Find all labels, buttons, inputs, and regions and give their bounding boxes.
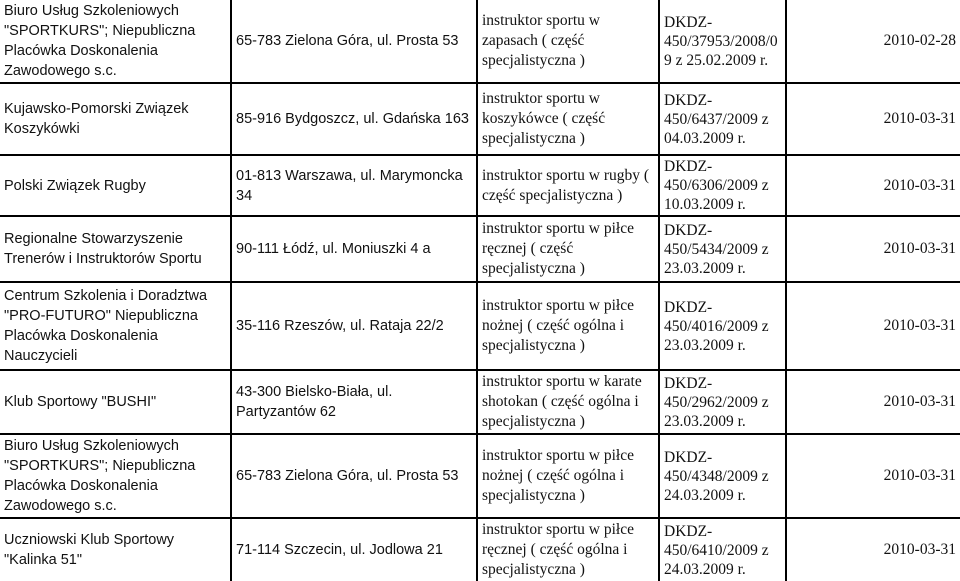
decision-cell: DKDZ- 450/6306/2009 z 10.03.2009 r. bbox=[659, 155, 786, 216]
table-row bbox=[0, 518, 960, 581]
decision-cell: DKDZ- 450/4016/2009 z 23.03.2009 r. bbox=[659, 282, 786, 370]
date-cell: 2010-03-31 bbox=[786, 216, 960, 282]
address-cell: 90-111 Łódź, ul. Moniuszki 4 a bbox=[231, 216, 477, 282]
course-cell: instruktor sportu w piłce nożnej ( część ogólna i specjalistyczna ) bbox=[477, 282, 659, 370]
address-cell: 65-783 Zielona Góra, ul. Prosta 53 bbox=[231, 0, 477, 83]
date-cell: 2010-03-31 bbox=[786, 83, 960, 155]
table-row bbox=[0, 155, 960, 216]
table-row bbox=[0, 0, 960, 83]
organization-cell: Centrum Szkolenia i Doradztwa "PRO-FUTURO" Niepubliczna Placówka Doskonalenia Nauczycieli bbox=[0, 282, 231, 370]
course-cell: instruktor sportu w piłce nożnej ( część ogólna i specjalistyczna ) bbox=[477, 434, 659, 518]
table-row bbox=[0, 216, 960, 282]
address-cell: 71-114 Szczecin, ul. Jodlowa 21 bbox=[231, 518, 477, 581]
address-cell: 85-916 Bydgoszcz, ul. Gdańska 163 bbox=[231, 83, 477, 155]
course-cell: instruktor sportu w rugby ( część specjalistyczna ) bbox=[477, 155, 659, 216]
date-cell: 2010-03-31 bbox=[786, 434, 960, 518]
course-cell: instruktor sportu w piłce ręcznej ( część specjalistyczna ) bbox=[477, 216, 659, 282]
organization-cell: Uczniowski Klub Sportowy "Kalinka 51" bbox=[0, 518, 231, 581]
address-cell: 01-813 Warszawa, ul. Marymoncka 34 bbox=[231, 155, 477, 216]
organization-cell: Klub Sportowy "BUSHI" bbox=[0, 370, 231, 434]
table-row bbox=[0, 370, 960, 434]
course-cell: instruktor sportu w piłce ręcznej ( część ogólna i specjalistyczna ) bbox=[477, 518, 659, 581]
date-cell: 2010-03-31 bbox=[786, 155, 960, 216]
table-row bbox=[0, 83, 960, 155]
decision-cell: DKDZ- 450/6437/2009 z 04.03.2009 r. bbox=[659, 83, 786, 155]
date-cell: 2010-03-31 bbox=[786, 518, 960, 581]
decision-cell: DKDZ- 450/2962/2009 z 23.03.2009 r. bbox=[659, 370, 786, 434]
date-cell: 2010-02-28 bbox=[786, 0, 960, 83]
date-cell: 2010-03-31 bbox=[786, 370, 960, 434]
course-cell: instruktor sportu w karate shotokan ( część ogólna i specjalistyczna ) bbox=[477, 370, 659, 434]
table-row bbox=[0, 434, 960, 518]
organization-cell: Regionalne Stowarzyszenie Trenerów i Instruktorów Sportu bbox=[0, 216, 231, 282]
course-cell: instruktor sportu w zapasach ( część specjalistyczna ) bbox=[477, 0, 659, 83]
address-cell: 43-300 Bielsko-Biała, ul. Partyzantów 62 bbox=[231, 370, 477, 434]
organization-cell: Kujawsko-Pomorski Związek Koszykówki bbox=[0, 83, 231, 155]
date-cell: 2010-03-31 bbox=[786, 282, 960, 370]
decision-cell: DKDZ- 450/6410/2009 z 24.03.2009 r. bbox=[659, 518, 786, 581]
decision-cell: DKDZ- 450/4348/2009 z 24.03.2009 r. bbox=[659, 434, 786, 518]
address-cell: 35-116 Rzeszów, ul. Rataja 22/2 bbox=[231, 282, 477, 370]
decision-cell: DKDZ- 450/5434/2009 z 23.03.2009 r. bbox=[659, 216, 786, 282]
table-row bbox=[0, 282, 960, 370]
organization-cell: Polski Związek Rugby bbox=[0, 155, 231, 216]
organization-cell: Biuro Usług Szkoleniowych "SPORTKURS"; Niepubliczna Placówka Doskonalenia Zawodowego s.c. bbox=[0, 434, 231, 518]
organization-cell: Biuro Usług Szkoleniowych "SPORTKURS"; Niepubliczna Placówka Doskonalenia Zawodowego s.c. bbox=[0, 0, 231, 83]
course-cell: instruktor sportu w koszykówce ( część specjalistyczna ) bbox=[477, 83, 659, 155]
address-cell: 65-783 Zielona Góra, ul. Prosta 53 bbox=[231, 434, 477, 518]
decision-cell: DKDZ- 450/37953/2008/0 9 z 25.02.2009 r. bbox=[659, 0, 786, 83]
